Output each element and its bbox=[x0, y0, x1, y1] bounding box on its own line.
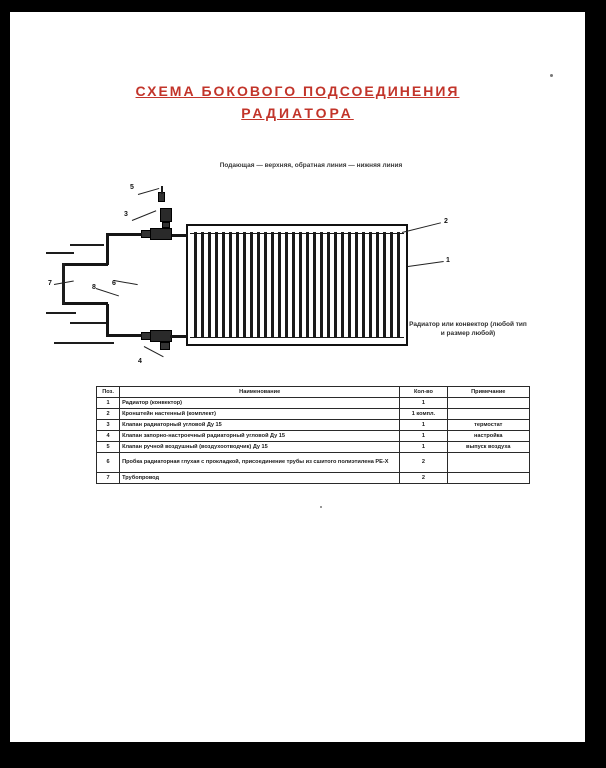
cell-qty: 2 bbox=[400, 473, 447, 484]
cell-pos: 7 bbox=[97, 473, 120, 484]
cell-pos: 2 bbox=[97, 409, 120, 420]
air-vent-stem bbox=[161, 186, 163, 194]
union-nut-bottom bbox=[141, 332, 151, 340]
pipe-return-horizontal bbox=[106, 334, 142, 337]
header-pos: Поз. bbox=[97, 387, 120, 398]
scan-speck bbox=[550, 74, 553, 77]
table-row bbox=[97, 420, 530, 431]
page-title-line-1: СХЕМА БОКОВОГО ПОДСОЕДИНЕНИЯ bbox=[135, 83, 460, 99]
table-row bbox=[97, 409, 530, 420]
cell-qty: 1 bbox=[400, 442, 447, 453]
radiator-fins bbox=[194, 232, 400, 338]
cell-name: Пробка радиаторная глухая с прокладкой, присоединение трубы из сшитого полиэтилена PE-X bbox=[120, 453, 400, 473]
leader-line-3 bbox=[132, 210, 156, 221]
cell-pos: 3 bbox=[97, 420, 120, 431]
valve-body-top bbox=[150, 228, 172, 240]
table-row bbox=[97, 473, 530, 484]
leader-line-6 bbox=[114, 280, 138, 285]
pipe-return-stub-2 bbox=[70, 322, 106, 324]
cell-name: Клапан ручной воздушный (воздухоотводчик) Ду 15 bbox=[120, 442, 400, 453]
cell-qty: 1 bbox=[400, 398, 447, 409]
pipe-supply-stub-2 bbox=[70, 244, 104, 246]
callout-3: 3 bbox=[124, 211, 128, 218]
cell-name: Радиатор (конвектор) bbox=[120, 398, 400, 409]
cell-pos: 5 bbox=[97, 442, 120, 453]
pipe-return-drop bbox=[62, 280, 65, 304]
callout-6: 6 bbox=[112, 280, 116, 287]
pipe-return-stub-3 bbox=[54, 342, 114, 344]
pipe-top-to-radiator bbox=[170, 234, 188, 237]
table-row bbox=[97, 398, 530, 409]
table-row bbox=[97, 453, 530, 473]
callout-8: 8 bbox=[92, 284, 96, 291]
leader-line-8 bbox=[96, 288, 119, 296]
radiator-graphic bbox=[186, 224, 408, 346]
cell-note: выпуск воздуха bbox=[447, 442, 529, 453]
cell-qty: 1 bbox=[400, 420, 447, 431]
header-name: Наименование bbox=[120, 387, 400, 398]
page-title-line-2: РАДИАТОРА bbox=[241, 105, 354, 121]
callout-1: 1 bbox=[446, 257, 450, 264]
cell-name: Трубопровод bbox=[120, 473, 400, 484]
callout-2: 2 bbox=[444, 218, 448, 225]
note-supply-return: Подающая — верхняя, обратная линия — нижняя линия bbox=[219, 162, 403, 169]
cell-note bbox=[447, 398, 529, 409]
table-row bbox=[97, 442, 530, 453]
adapter-top bbox=[141, 230, 151, 238]
valve-lockshield-bottom bbox=[150, 330, 172, 342]
cell-note: термостат bbox=[447, 420, 529, 431]
pipe-supply-horizontal bbox=[106, 233, 142, 236]
cell-pos: 1 bbox=[97, 398, 120, 409]
note-radiator-type: Радиатор или конвектор (любой тип и размер любой) bbox=[409, 321, 527, 337]
header-note: Примечание bbox=[447, 387, 529, 398]
cell-name: Клапан радиаторный угловой Ду 15 bbox=[120, 420, 400, 431]
specification-table bbox=[96, 386, 530, 484]
pipe-return-riser bbox=[106, 304, 109, 336]
header-qty: Кол-во bbox=[400, 387, 447, 398]
title-block bbox=[10, 80, 585, 124]
cell-qty: 1 bbox=[400, 431, 447, 442]
callout-7: 7 bbox=[48, 280, 52, 287]
cell-pos: 4 bbox=[97, 431, 120, 442]
callout-4: 4 bbox=[138, 358, 142, 365]
table-header-row bbox=[97, 387, 530, 398]
pipe-bottom-to-radiator bbox=[170, 335, 188, 338]
plug-bottom bbox=[160, 342, 170, 350]
leader-line-1 bbox=[408, 261, 444, 267]
cell-note bbox=[447, 453, 529, 473]
pipe-supply-branch bbox=[62, 263, 108, 266]
valve-thermostatic-top bbox=[160, 208, 172, 222]
cell-name: Клапан запорно-настроечный радиаторный угловой Ду 15 bbox=[120, 431, 400, 442]
leader-line-5 bbox=[138, 188, 159, 195]
cell-note: настройка bbox=[447, 431, 529, 442]
cell-note bbox=[447, 409, 529, 420]
pipe-return-stub bbox=[46, 312, 76, 314]
pipe-supply-stub bbox=[46, 252, 74, 254]
scan-speck bbox=[320, 506, 322, 508]
cell-qty: 2 bbox=[400, 453, 447, 473]
cell-name: Кронштейн настенный (комплект) bbox=[120, 409, 400, 420]
cell-pos: 6 bbox=[97, 453, 120, 473]
cell-note bbox=[447, 473, 529, 484]
cell-qty: 1 компл. bbox=[400, 409, 447, 420]
table-row bbox=[97, 431, 530, 442]
pipe-supply-riser bbox=[106, 233, 109, 265]
callout-5: 5 bbox=[130, 184, 134, 191]
pipe-return-branch bbox=[62, 302, 108, 305]
drawing-sheet bbox=[10, 12, 585, 742]
